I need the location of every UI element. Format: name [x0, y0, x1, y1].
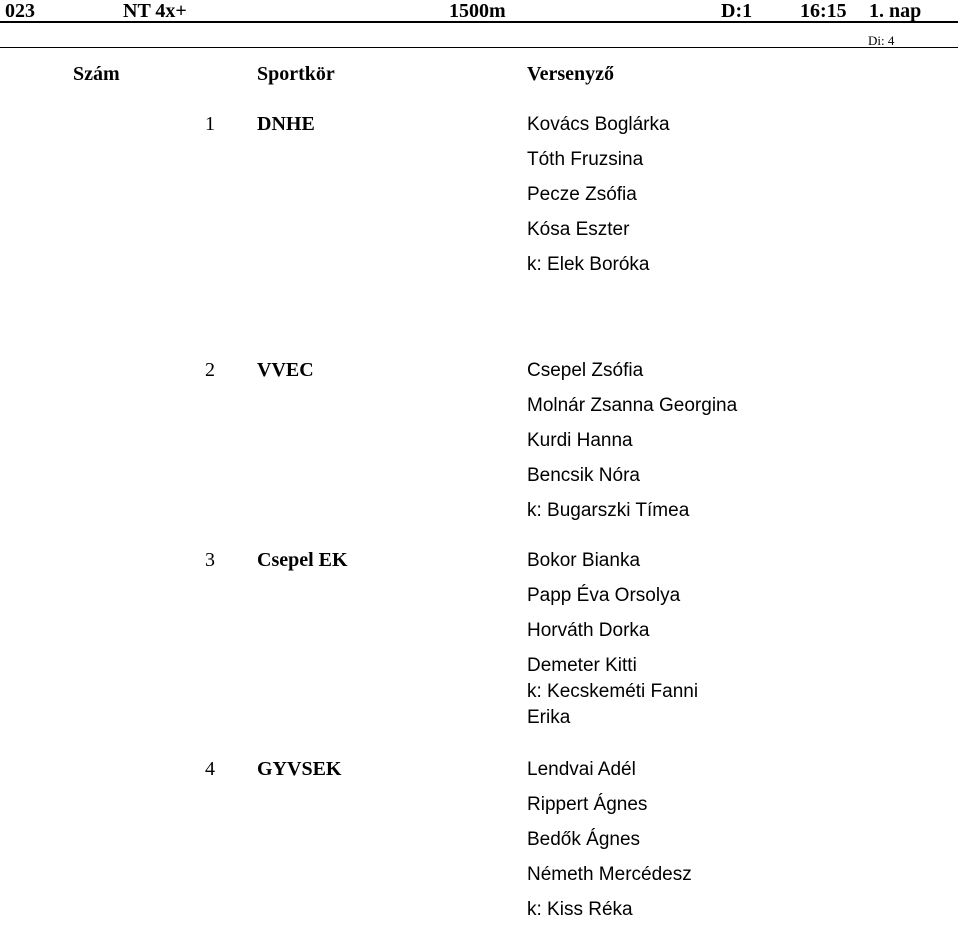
crew-member: Bokor Bianka [527, 550, 641, 571]
coxswain: k: Bugarszki Tímea [527, 500, 690, 521]
lane-number: 1 [205, 113, 215, 135]
crew-member: Kovács Boglárka [527, 114, 670, 135]
event-division: D:1 [721, 0, 753, 22]
crew-member: Molnár Zsanna Georgina [527, 395, 738, 416]
crew-member: Kósa Eszter [527, 219, 630, 240]
lane-number: 4 [205, 758, 215, 780]
crew-list [527, 758, 692, 933]
column-heading-club: Sportkör [257, 63, 335, 85]
event-name: NT 4x+ [123, 0, 187, 22]
crew-member: Bencsik Nóra [527, 465, 640, 486]
total-divisions: Di: 4 [868, 33, 895, 48]
event-distance: 1500m [449, 0, 506, 22]
coxswain: k: Kiss Réka [527, 899, 633, 920]
header-divider-thick [0, 21, 958, 23]
coxswain: k: Kecskeméti Fanni [527, 681, 699, 702]
column-heading-number: Szám [73, 63, 120, 85]
event-number: 023 [5, 0, 35, 22]
crew-member: Csepel Zsófia [527, 360, 644, 381]
crew-member: Pecze Zsófia [527, 184, 637, 205]
lane-number: 2 [205, 359, 215, 381]
club-name: GYVSEK [257, 758, 342, 780]
crew-list [527, 549, 698, 732]
column-heading-competitor: Versenyző [527, 63, 615, 85]
crew-member: Lendvai Adél [527, 759, 636, 780]
crew-member: Bedők Ágnes [527, 829, 641, 850]
club-name: DNHE [257, 113, 315, 135]
club-name: Csepel EK [257, 549, 348, 571]
crew-member: Tóth Fruzsina [527, 149, 644, 170]
lane-number: 3 [205, 549, 215, 571]
crew-list [527, 113, 670, 288]
event-time: 16:15 [800, 0, 847, 22]
crew-member: Horváth Dorka [527, 620, 650, 641]
crew-member: Kurdi Hanna [527, 430, 633, 451]
event-day: 1. nap [869, 0, 922, 22]
header-divider-thin [0, 47, 958, 48]
crew-list [527, 359, 737, 534]
crew-member: Németh Mercédesz [527, 864, 692, 885]
coxswain-name-continued: Erika [527, 707, 571, 728]
club-name: VVEC [257, 359, 314, 381]
coxswain: k: Elek Boróka [527, 254, 650, 275]
crew-member: Rippert Ágnes [527, 794, 648, 815]
crew-member: Demeter Kitti [527, 655, 637, 676]
crew-member: Papp Éva Orsolya [527, 585, 681, 606]
